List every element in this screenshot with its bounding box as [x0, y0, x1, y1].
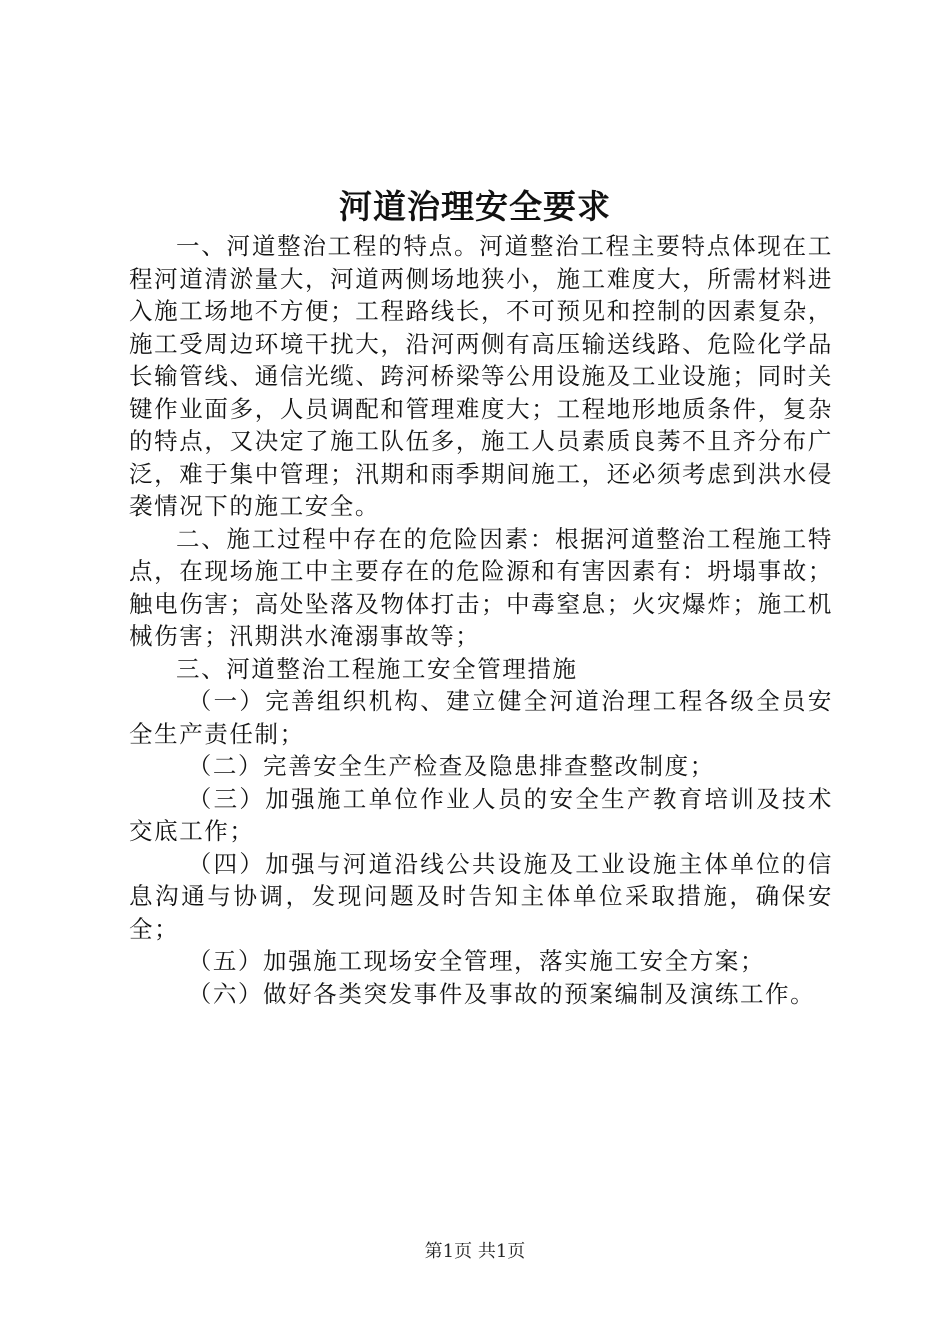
page-number-footer: 第1页 共1页 — [424, 1241, 526, 1262]
measure-item-3: （三）加强施工单位作业人员的安全生产教育培训及技术交底工作； — [129, 784, 833, 845]
paragraph-safety-measures-heading: 三、河道整治工程施工安全管理措施 — [176, 654, 578, 683]
measure-item-6: （六）做好各类突发事件及事故的预案编制及演练工作。 — [187, 979, 816, 1008]
document-body — [129, 230, 833, 1010]
paragraph-project-characteristics: 一、河道整治工程的特点。河道整治工程主要特点体现在工程河道清淤量大，河道两侧场地狭小，施工难度大，所需材料进入施工场地不方便；工程路线长，不可预见和控制的因素复杂，施工受周边环境干扰大，沿河两侧有高压输送线路、危险化学品长输管线、通信光缆、跨河桥梁等公用设施及工业设施；同时关键作业面多，人员调配和管理难度大；工程地形地质条件，复杂的特点，又决定了施工队伍多，施工人员素质良莠不且齐分布广泛，难于集中管理；汛期和雨季期间施工，还必须考虑到洪水侵袭情况下的施工安全。 — [129, 232, 833, 520]
measure-item-2: （二）完善安全生产检查及隐患排查整改制度； — [187, 752, 715, 780]
paragraph-hazard-factors: 二、施工过程中存在的危险因素：根据河道整治工程施工特点，在现场施工中主要存在的危险源和有害因素有：坍塌事故；触电伤害；高处坠落及物体打击；中毒窒息；火灾爆炸；施工机械伤害；汛期洪水淹溺事故等； — [129, 524, 833, 650]
measure-item-4: （四）加强与河道沿线公共设施及工业设施主体单位的信息沟通与协调，发现问题及时告知主体单位采取措施，确保安全； — [129, 849, 833, 943]
measure-item-1: （一）完善组织机构、建立健全河道治理工程各级全员安全生产责任制； — [129, 687, 833, 748]
document-title: 河道治理安全要求 — [339, 187, 611, 226]
measure-item-5: （五）加强施工现场安全管理，落实施工安全方案； — [187, 947, 766, 975]
